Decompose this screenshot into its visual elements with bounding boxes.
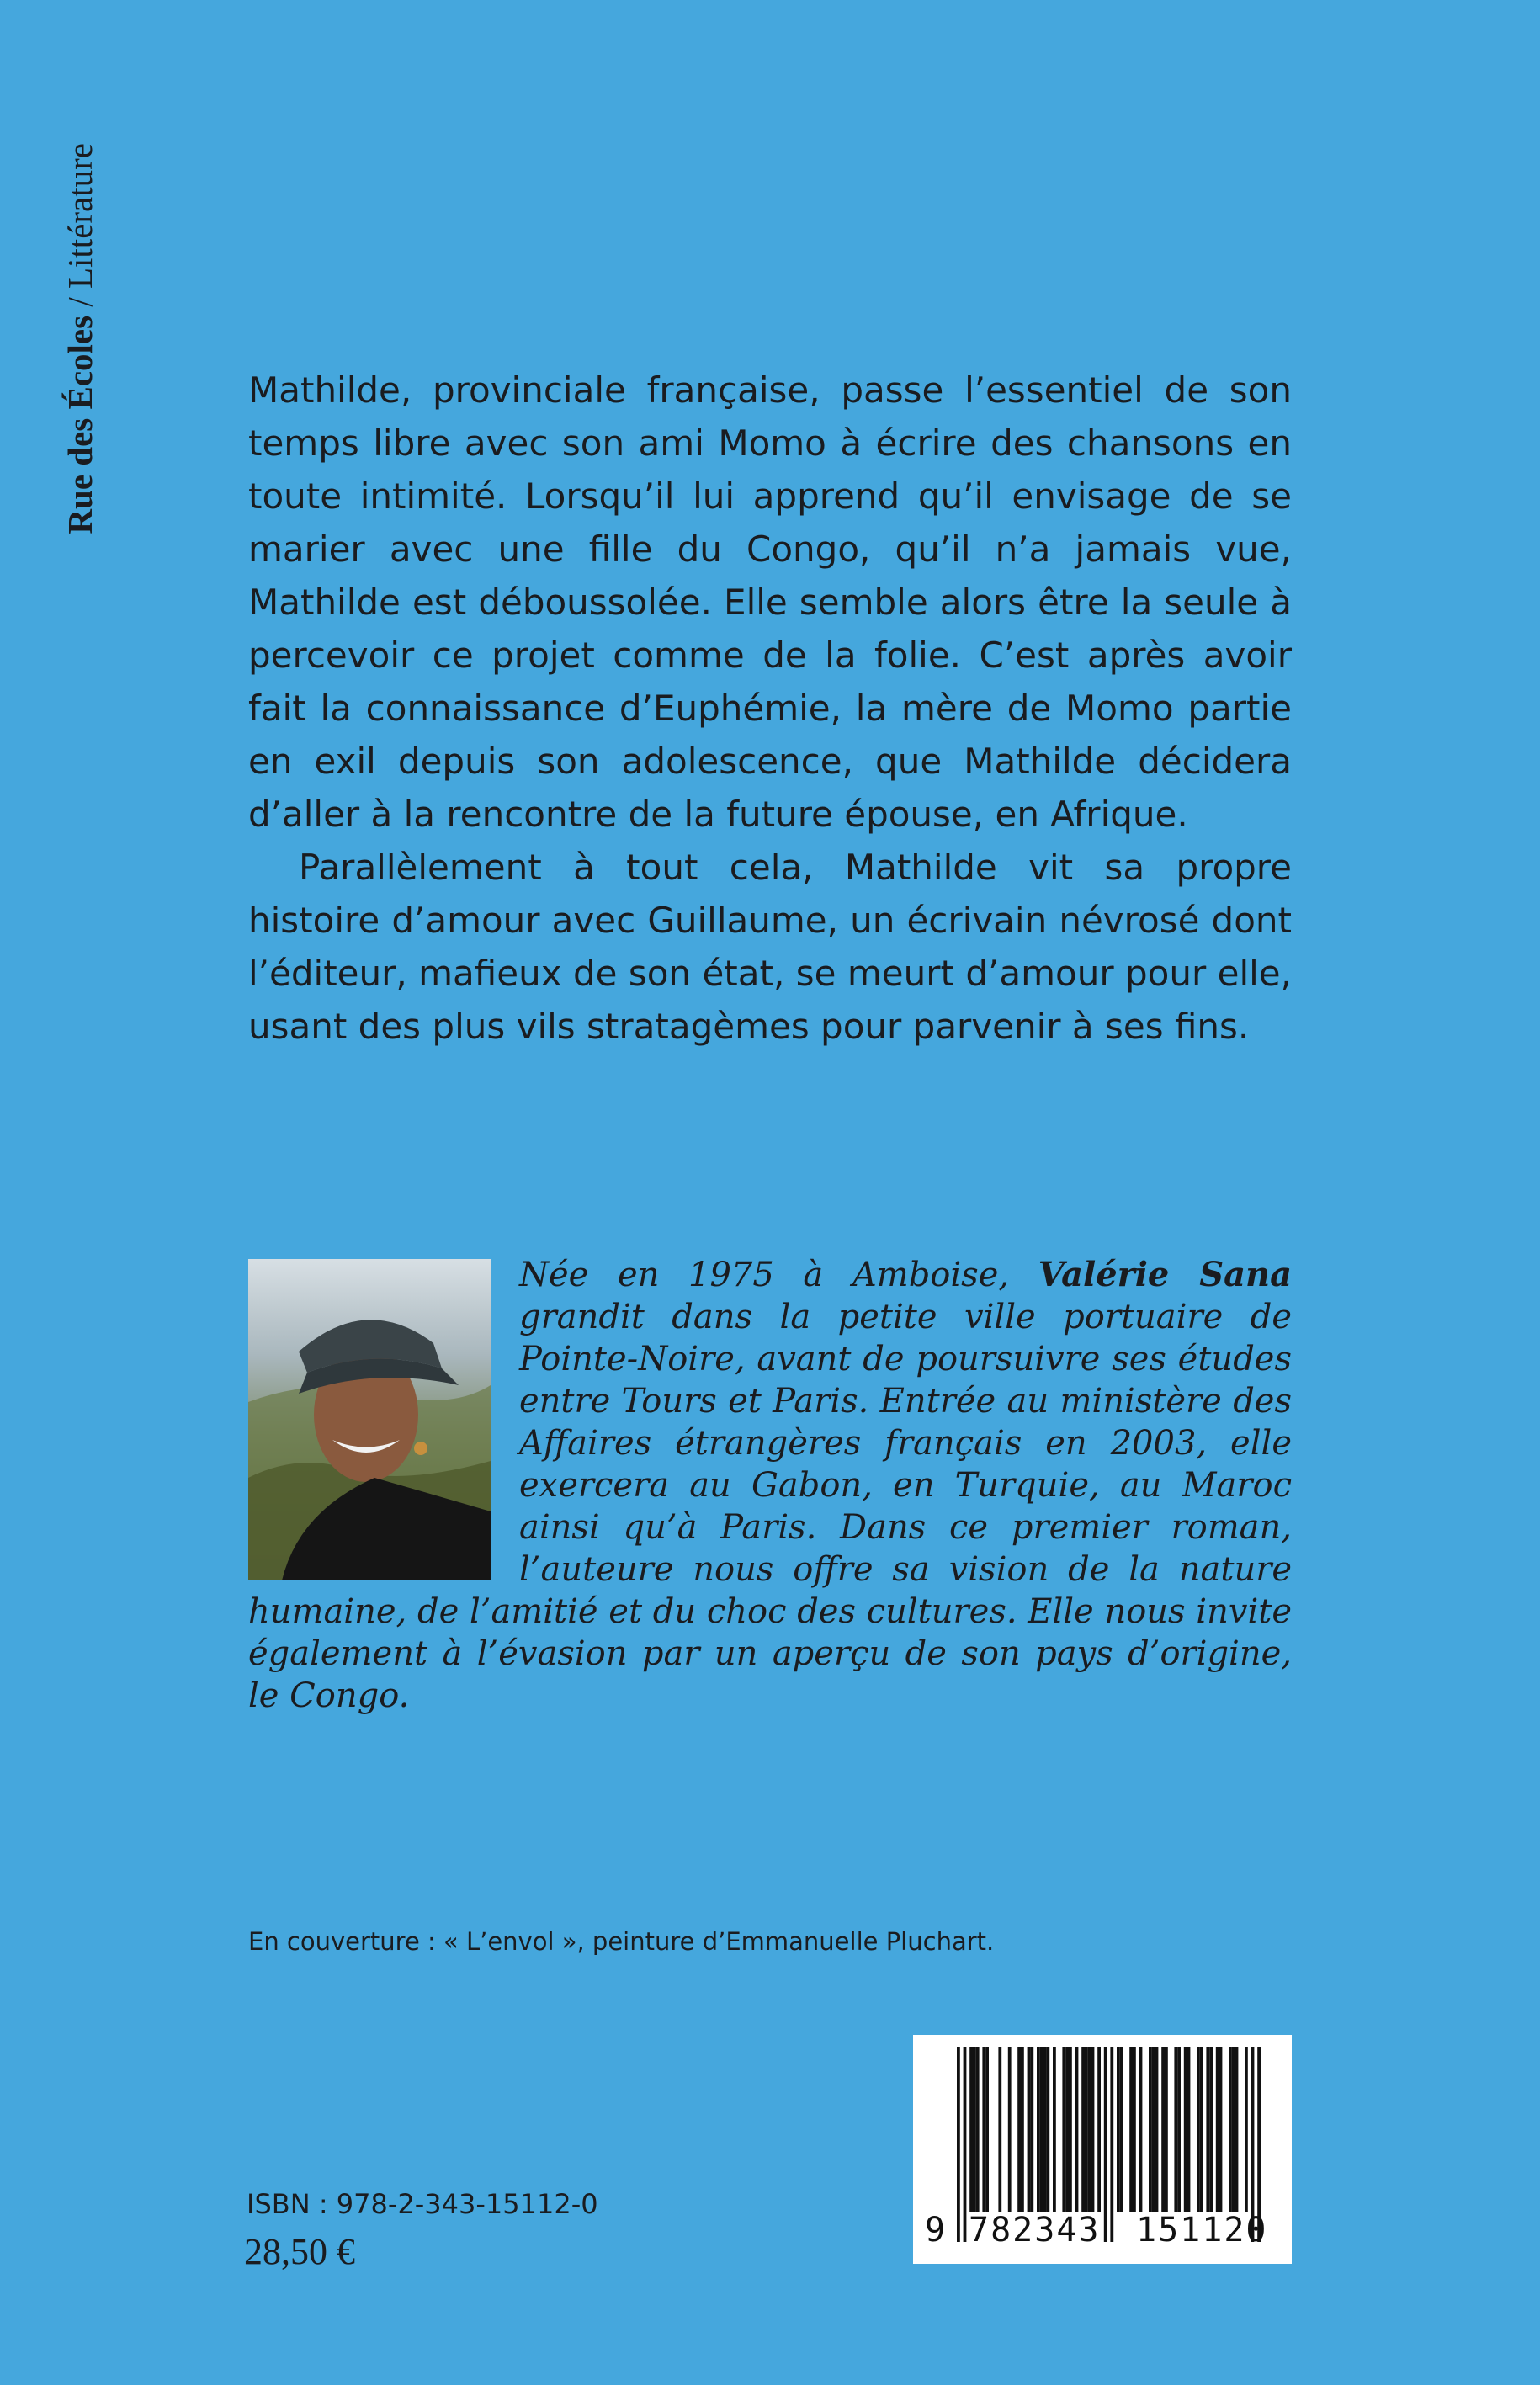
barcode-bar bbox=[1081, 2047, 1085, 2212]
barcode-bar bbox=[982, 2047, 985, 2212]
barcode bbox=[913, 2035, 1292, 2264]
barcode-bar bbox=[1017, 2047, 1021, 2212]
barcode-bar bbox=[1197, 2047, 1200, 2212]
barcode-bar bbox=[1229, 2047, 1232, 2212]
barcode-bar bbox=[1129, 2047, 1133, 2212]
barcode-bar bbox=[969, 2047, 973, 2212]
barcode-first-digit: 9 bbox=[925, 2211, 948, 2250]
author-photo bbox=[248, 1259, 491, 1580]
barcode-bar bbox=[1187, 2047, 1191, 2212]
barcode-bar bbox=[1165, 2047, 1168, 2212]
barcode-bar bbox=[1139, 2047, 1143, 2212]
barcode-bar bbox=[1046, 2047, 1049, 2212]
barcode-bar bbox=[1235, 2047, 1239, 2212]
blurb-paragraph-2: Parallèlement à tout cela, Mathilde vit sa propre histoire d’amour avec Guillaume, un écrivain névrosé dont l’éditeur, mafieux de son état, se meurt d’amour pour elle, usant des plus vils stratagèmes pour parvenir à ses fins. bbox=[248, 847, 1292, 1047]
barcode-bar bbox=[1097, 2047, 1101, 2212]
barcode-bar bbox=[1133, 2047, 1136, 2212]
barcode-bar bbox=[1177, 2047, 1181, 2212]
price: 28,50 € bbox=[244, 2231, 355, 2272]
barcode-bar bbox=[1028, 2047, 1031, 2212]
barcode-bar bbox=[998, 2047, 1001, 2212]
barcode-bar bbox=[1152, 2047, 1155, 2212]
blurb bbox=[248, 364, 1292, 1053]
barcode-bar bbox=[1232, 2047, 1235, 2212]
barcode-bar bbox=[976, 2047, 980, 2212]
barcode-bar bbox=[973, 2047, 976, 2212]
author-bio bbox=[248, 1254, 1292, 1717]
series-name: Rue des Écoles bbox=[61, 315, 99, 534]
barcode-bar bbox=[1069, 2047, 1072, 2212]
barcode-bar bbox=[1040, 2047, 1043, 2212]
author-name: Valérie Sana bbox=[1038, 1255, 1292, 1294]
barcode-digits bbox=[925, 2212, 1282, 2249]
barcode-bar bbox=[1088, 2047, 1091, 2212]
barcode-bar bbox=[1062, 2047, 1065, 2212]
barcode-bar bbox=[1091, 2047, 1095, 2212]
cover-credit: En couverture : « L’envol », peinture d’Emmanuelle Pluchart. bbox=[248, 1927, 995, 1956]
barcode-bar bbox=[1008, 2047, 1012, 2212]
genre-name: Littérature bbox=[61, 143, 99, 289]
isbn: ISBN : 978-2-343-15112-0 bbox=[247, 2188, 598, 2220]
barcode-bar bbox=[1085, 2047, 1088, 2212]
barcode-bar bbox=[1200, 2047, 1203, 2212]
barcode-bar bbox=[985, 2047, 989, 2212]
barcode-bar bbox=[1209, 2047, 1213, 2212]
barcode-bar bbox=[1216, 2047, 1219, 2212]
barcode-bar bbox=[1245, 2047, 1248, 2212]
blurb-paragraph-1: Mathilde, provinciale française, passe l’essentiel de son temps libre avec son ami Momo à écrire des chansons en toute intimité. Lorsqu’il lui apprend qu’il envisage de se marier avec une fille du Congo, qu’il n’a jamais vue, Mathilde est déboussolée. Elle semble alors être la seule à percevoir ce projet comme de la folie. C’est après avoir fait la connaissance d’Euphémie, la mère de Momo partie en exil depuis son adolescence, que Mathilde décidera d’aller à la rencontre de la future épouse, en Afrique. bbox=[248, 369, 1292, 835]
barcode-bar bbox=[1117, 2047, 1120, 2212]
barcode-bar bbox=[1030, 2047, 1033, 2212]
barcode-bar bbox=[1075, 2047, 1079, 2212]
barcode-right-group: 151120 bbox=[1136, 2211, 1268, 2250]
barcode-bar bbox=[1155, 2047, 1159, 2212]
author-portrait-illustration bbox=[248, 1259, 491, 1580]
barcode-bar bbox=[1120, 2047, 1123, 2212]
barcode-bar bbox=[1206, 2047, 1209, 2212]
barcode-bar bbox=[1149, 2047, 1152, 2212]
spine-separator: / bbox=[61, 289, 99, 316]
barcode-left-group: 782343 bbox=[969, 2211, 1101, 2250]
barcode-bar bbox=[1219, 2047, 1223, 2212]
bio-intro: Née en 1975 à Amboise, bbox=[519, 1256, 1038, 1294]
barcode-bar bbox=[1037, 2047, 1040, 2212]
barcode-bar bbox=[1021, 2047, 1024, 2212]
barcode-bar bbox=[1053, 2047, 1056, 2212]
barcode-bar bbox=[1161, 2047, 1165, 2212]
barcode-bar bbox=[1043, 2047, 1047, 2212]
bio-text: grandit dans la petite ville portuaire de Pointe-Noire, avant de poursuivre ses études entre Tours et Paris. Entrée au ministère des Affaires étrangères français en 2003, elle exercera au Gabon, en Turquie, au Maroc ainsi qu’à Paris. Dans ce premier roman, l’auteure nous offre sa vision de la nature humaine, de l’amitié et du choc des cultures. Elle nous invite également à l’évasion par un aperçu de son pays d’origine, le Congo. bbox=[248, 1298, 1292, 1715]
spine-title bbox=[50, 143, 109, 640]
barcode-bar bbox=[1174, 2047, 1177, 2212]
barcode-bar bbox=[1184, 2047, 1187, 2212]
barcode-bar bbox=[1065, 2047, 1069, 2212]
